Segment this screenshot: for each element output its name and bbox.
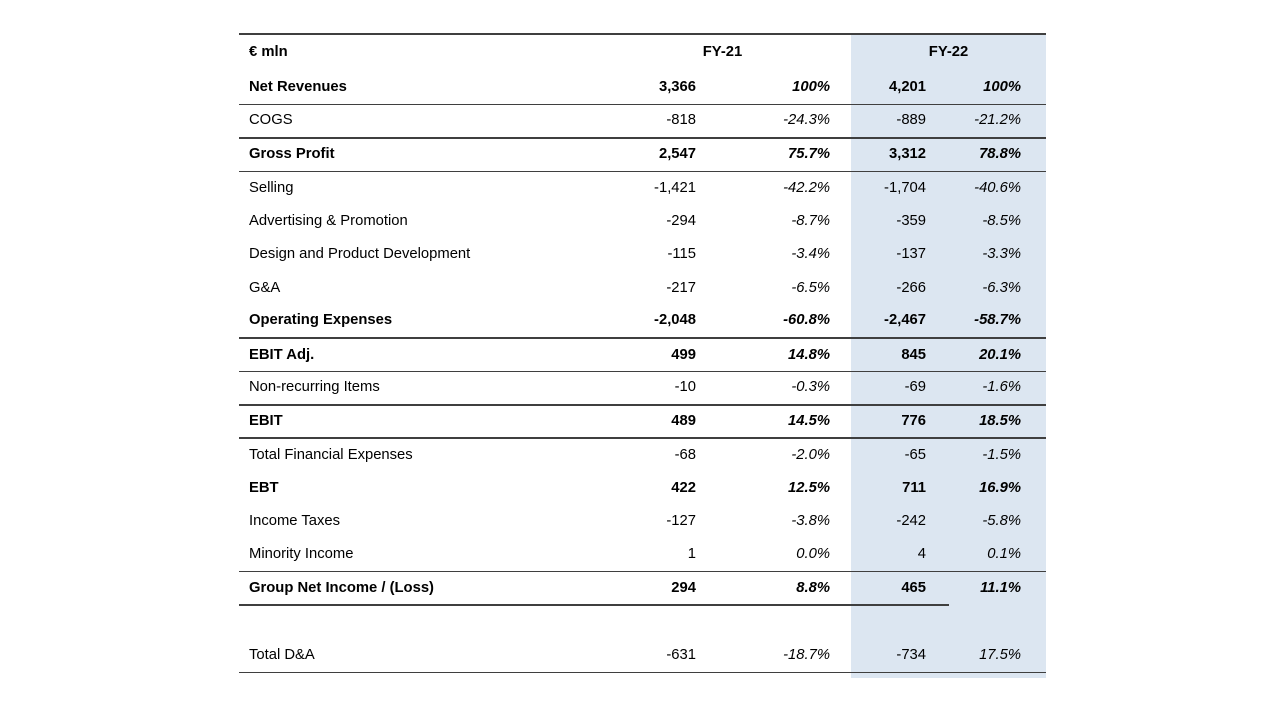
fy21-value: 2,547 xyxy=(594,138,714,171)
header-col-fy22: FY-22 xyxy=(851,34,1046,71)
table-row xyxy=(239,372,1046,405)
fy22-value: -1,704 xyxy=(884,179,927,196)
header-col-fy21: FY-21 xyxy=(594,34,851,71)
row-label: Gross Profit xyxy=(239,138,594,171)
fy22-value: 711 xyxy=(902,479,927,496)
fy21-value: -2,048 xyxy=(594,305,714,338)
fy22-value: -734 xyxy=(851,639,949,672)
row-label: Total D&A xyxy=(239,639,594,672)
fy22-value: -137 xyxy=(896,246,927,263)
fy22-value: -889 xyxy=(851,104,949,137)
fy21-percent: -60.8% xyxy=(714,305,851,338)
fy21-percent: -3.4% xyxy=(791,246,831,263)
fy22-percent: -1.6% xyxy=(949,372,1046,405)
fy21-percent: -18.7% xyxy=(714,639,851,672)
table-row xyxy=(239,472,1046,505)
table-row xyxy=(239,205,1046,238)
header-unit-label: € mln xyxy=(239,34,594,71)
fy21-value: 1 xyxy=(594,538,714,571)
table-body xyxy=(239,71,1046,672)
table-row xyxy=(239,305,1046,338)
fy21-percent: 100% xyxy=(714,71,851,104)
fy22-percent: 18.5% xyxy=(949,405,1046,438)
fy21-value: -115 xyxy=(667,246,696,263)
fy21-percent: -0.3% xyxy=(714,372,851,405)
table-header xyxy=(239,34,1046,71)
row-label: Advertising & Promotion xyxy=(249,212,408,229)
fy21-percent: -6.5% xyxy=(791,279,831,296)
fy21-value: -127 xyxy=(666,513,696,530)
row-label: Group Net Income / (Loss) xyxy=(239,572,594,605)
fy22-percent: -1.5% xyxy=(982,446,1022,463)
row-label: Income Taxes xyxy=(249,513,341,530)
fy22-value: 776 xyxy=(851,405,949,438)
fy22-value: 4,201 xyxy=(851,71,949,104)
fy22-percent: 100% xyxy=(949,71,1046,104)
row-label: Operating Expenses xyxy=(239,305,594,338)
header-row xyxy=(239,34,1046,71)
table-row xyxy=(239,338,1046,371)
fy22-percent: 11.1% xyxy=(980,580,1022,597)
fy22-percent: -5.8% xyxy=(982,513,1022,530)
fy22-percent: 16.9% xyxy=(979,479,1022,496)
fy21-percent: 8.8% xyxy=(714,572,851,605)
row-label: COGS xyxy=(239,104,594,137)
fy22-value: -266 xyxy=(896,279,927,296)
table-row xyxy=(239,405,1046,438)
table-row xyxy=(239,438,1046,471)
fy21-value: 3,366 xyxy=(594,71,714,104)
row-label: EBT xyxy=(249,479,279,496)
fy22-percent: -21.2% xyxy=(949,104,1046,137)
fy21-value: 499 xyxy=(594,338,714,371)
fy22-value: -65 xyxy=(904,446,927,463)
fy21-value: -294 xyxy=(666,212,696,229)
fy22-percent: 78.8% xyxy=(949,138,1046,171)
fy21-percent: 75.7% xyxy=(714,138,851,171)
fy22-value: 465 xyxy=(851,572,949,605)
fy21-value: 294 xyxy=(594,572,714,605)
row-label: G&A xyxy=(249,279,281,296)
fy22-value: -69 xyxy=(851,372,949,405)
fy21-percent xyxy=(714,605,851,638)
row-label: Minority Income xyxy=(239,538,594,571)
table-spacer-row xyxy=(239,605,1046,638)
row-label xyxy=(239,605,594,638)
row-label: Selling xyxy=(249,179,294,196)
fy21-value: 422 xyxy=(671,479,696,496)
fy21-value: -1,421 xyxy=(654,179,696,196)
table-row xyxy=(239,238,1046,271)
fy22-value: 845 xyxy=(851,338,949,371)
fy21-percent: -42.2% xyxy=(783,179,831,196)
row-label: Total Financial Expenses xyxy=(249,446,413,463)
fy22-percent: -58.7% xyxy=(949,305,1046,338)
fy22-value: -359 xyxy=(896,212,927,229)
fy21-value: -10 xyxy=(594,372,714,405)
table-row xyxy=(239,639,1046,672)
table-row xyxy=(239,171,1046,204)
table-row xyxy=(239,71,1046,104)
fy22-percent: -40.6% xyxy=(974,179,1022,196)
fy22-percent: -6.3% xyxy=(982,279,1022,296)
fy22-percent: -3.3% xyxy=(982,246,1022,263)
fy21-value: -631 xyxy=(594,639,714,672)
fy21-percent: -8.7% xyxy=(791,212,831,229)
fy22-percent: -8.5% xyxy=(982,212,1022,229)
fy22-percent: 20.1% xyxy=(949,338,1046,371)
row-label: Design and Product Development xyxy=(249,246,471,263)
fy22-value: -2,467 xyxy=(851,305,949,338)
fy21-value: -68 xyxy=(674,446,696,463)
row-label: Net Revenues xyxy=(239,71,594,104)
fy21-percent: -3.8% xyxy=(791,513,831,530)
table-row xyxy=(239,138,1046,171)
table-row xyxy=(239,271,1046,304)
row-label: EBIT xyxy=(239,405,594,438)
fy21-percent: 14.8% xyxy=(714,338,851,371)
fy22-percent xyxy=(949,605,1046,638)
fy22-value xyxy=(851,605,949,638)
fy22-percent: 0.1% xyxy=(949,538,1046,571)
fy21-percent: 14.5% xyxy=(714,405,851,438)
income-statement-table xyxy=(239,33,1046,673)
table-row xyxy=(239,572,1046,605)
table-row xyxy=(239,505,1046,538)
fy21-percent: 0.0% xyxy=(714,538,851,571)
fy21-value: -818 xyxy=(594,104,714,137)
fy21-percent: 12.5% xyxy=(788,479,831,496)
fy22-percent: 17.5% xyxy=(949,639,1046,672)
fy22-value: 3,312 xyxy=(851,138,949,171)
fy21-percent: -2.0% xyxy=(791,446,831,463)
row-label: Non-recurring Items xyxy=(239,372,594,405)
fy21-percent: -24.3% xyxy=(714,104,851,137)
fy21-value: 489 xyxy=(594,405,714,438)
table-row xyxy=(239,104,1046,137)
fy21-value: -217 xyxy=(666,279,696,296)
table-row xyxy=(239,538,1046,571)
row-label: EBIT Adj. xyxy=(239,338,594,371)
fy21-value xyxy=(594,605,714,638)
fy22-value: 4 xyxy=(851,538,949,571)
fy22-value: -242 xyxy=(896,513,927,530)
